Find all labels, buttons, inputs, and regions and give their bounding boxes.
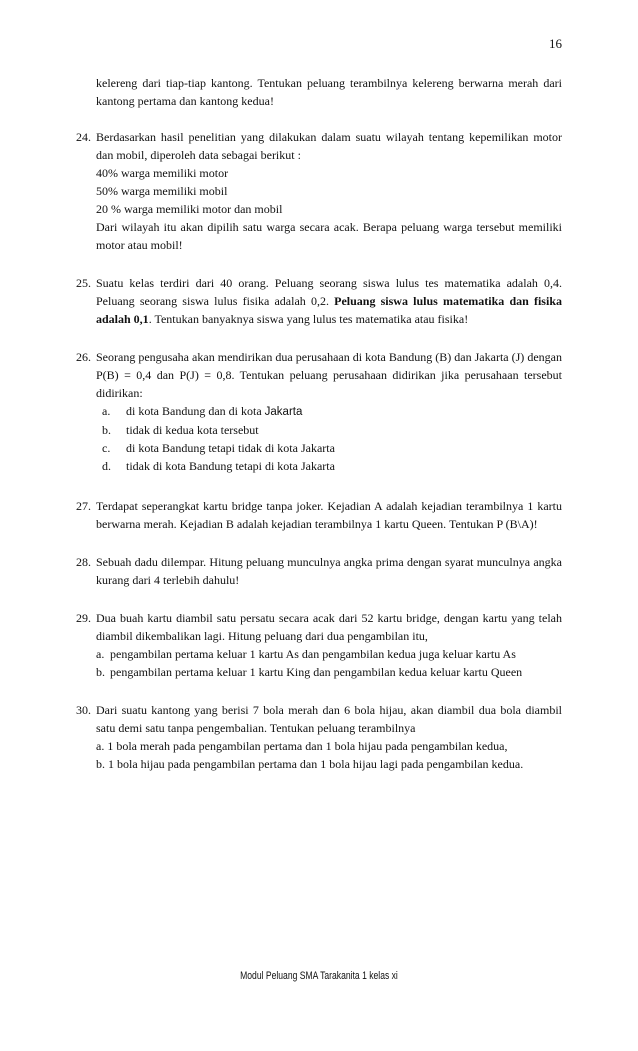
problem-29 [76, 609, 562, 681]
problem-26 [76, 348, 562, 475]
option-text: tidak di kota Bandung tetapi di kota Jakarta [126, 459, 335, 473]
problem-24 [76, 128, 562, 254]
option-label: b. [96, 665, 105, 679]
option-b: b. 1 bola hijau pada pengambilan pertama dan 1 bola hijau lagi pada pengambilan kedua. [96, 757, 524, 771]
options-list [96, 402, 562, 475]
data-line-3: 20 % warga memiliki motor dan mobil [96, 202, 283, 216]
problem-text: Seorang pengusaha akan mendirikan dua perusahaan di kota Bandung (B) dan Jakarta (J) dengan P(B) = 0,4 dan P(J) = 0,8. Tentukan peluang perusahaan didirikan jika perusahaan tersebut didirikan: [96, 350, 562, 400]
problem-text: Sebuah dadu dilempar. Hitung peluang munculnya angka prima dengan syarat munculnya angka kurang dari 4 terlebih dahulu! [96, 555, 562, 587]
problem-number: 30. [76, 703, 91, 717]
option-c [96, 439, 562, 457]
option-d [96, 457, 562, 475]
option-label: a. [96, 647, 105, 661]
option-a [96, 402, 562, 421]
problem-number: 24. [76, 130, 91, 144]
problem-text [96, 274, 562, 328]
option-a [96, 645, 562, 663]
text-part: Suatu kelas terdiri dari 40 orang. Peluang seorang siswa lulus tes matematika adalah 0,4. Peluang seorang siswa lulus fisika adalah 0,2. [96, 276, 562, 308]
option-text: di kota Bandung tetapi tidak di kota Jakarta [126, 441, 335, 455]
problem-text: Dua buah kartu diambil satu persatu secara acak dari 52 kartu bridge, dengan kartu yang telah diambil dikembalikan lagi. Hitung peluang dari dua pengambilan itu, [96, 611, 562, 643]
option-text-part: Jakarta [264, 406, 303, 418]
option-text-part: di kota Bandung dan di kota [126, 404, 265, 418]
data-line-2: 50% warga memiliki mobil [96, 184, 228, 198]
bold-text: Peluang siswa lulus matematika dan fisika adalah 0,1 [96, 294, 562, 326]
problem-30 [76, 701, 562, 773]
problem-number: 25. [76, 276, 91, 290]
option-text: pengambilan pertama keluar 1 kartu King dan pengambilan kedua keluar kartu Queen [110, 665, 523, 679]
problem-number: 29. [76, 611, 91, 625]
option-b [96, 421, 562, 439]
document-body [76, 74, 562, 793]
problem-number: 27. [76, 499, 91, 513]
page-footer: Modul Peluang SMA Tarakanita 1 kelas xi [240, 970, 398, 982]
option-text [126, 402, 302, 421]
page-number: 16 [549, 36, 562, 51]
problem-text: Dari suatu kantong yang berisi 7 bola merah dan 6 bola hijau, akan diambil dua bola diambil satu demi satu tanpa pengembalian. Tentukan peluang terambilnya [96, 703, 562, 735]
problem-27 [76, 497, 562, 533]
option-label: a. [102, 404, 111, 418]
option-text: tidak di kedua kota tersebut [126, 423, 259, 437]
problem-question: Dari wilayah itu akan dipilih satu warga secara acak. Berapa peluang warga tersebut memiliki motor atau mobil! [96, 220, 562, 252]
problem-25 [76, 274, 562, 328]
option-label: c. [102, 441, 111, 455]
option-a: a. 1 bola merah pada pengambilan pertama dan 1 bola hijau pada pengambilan kedua, [96, 739, 508, 753]
problem-text: Berdasarkan hasil penelitian yang dilakukan dalam suatu wilayah tentang kepemilikan motor dan mobil, diperoleh data sebagai berikut : [96, 130, 562, 162]
option-label: b. [102, 423, 111, 437]
problem-number: 26. [76, 350, 91, 364]
problem-number: 28. [76, 555, 91, 569]
problem-28 [76, 553, 562, 589]
intro-text: kelereng dari tiap-tiap kantong. Tentukan peluang terambilnya kelereng berwarna merah dari kantong pertama dan kantong kedua! [96, 76, 562, 108]
option-b [96, 663, 562, 681]
text-part: . Tentukan banyaknya siswa yang lulus tes matematika atau fisika! [148, 312, 469, 326]
data-line-1: 40% warga memiliki motor [96, 166, 229, 180]
option-label: d. [102, 459, 111, 473]
problem-text: Terdapat seperangkat kartu bridge tanpa joker. Kejadian A adalah kejadian terambilnya 1 kartu berwarna merah. Kejadian B adalah kejadian terambilnya 1 kartu Queen. Tentukan P (B\A)! [96, 499, 562, 531]
option-text: pengambilan pertama keluar 1 kartu As dan pengambilan kedua juga keluar kartu As [110, 647, 516, 661]
